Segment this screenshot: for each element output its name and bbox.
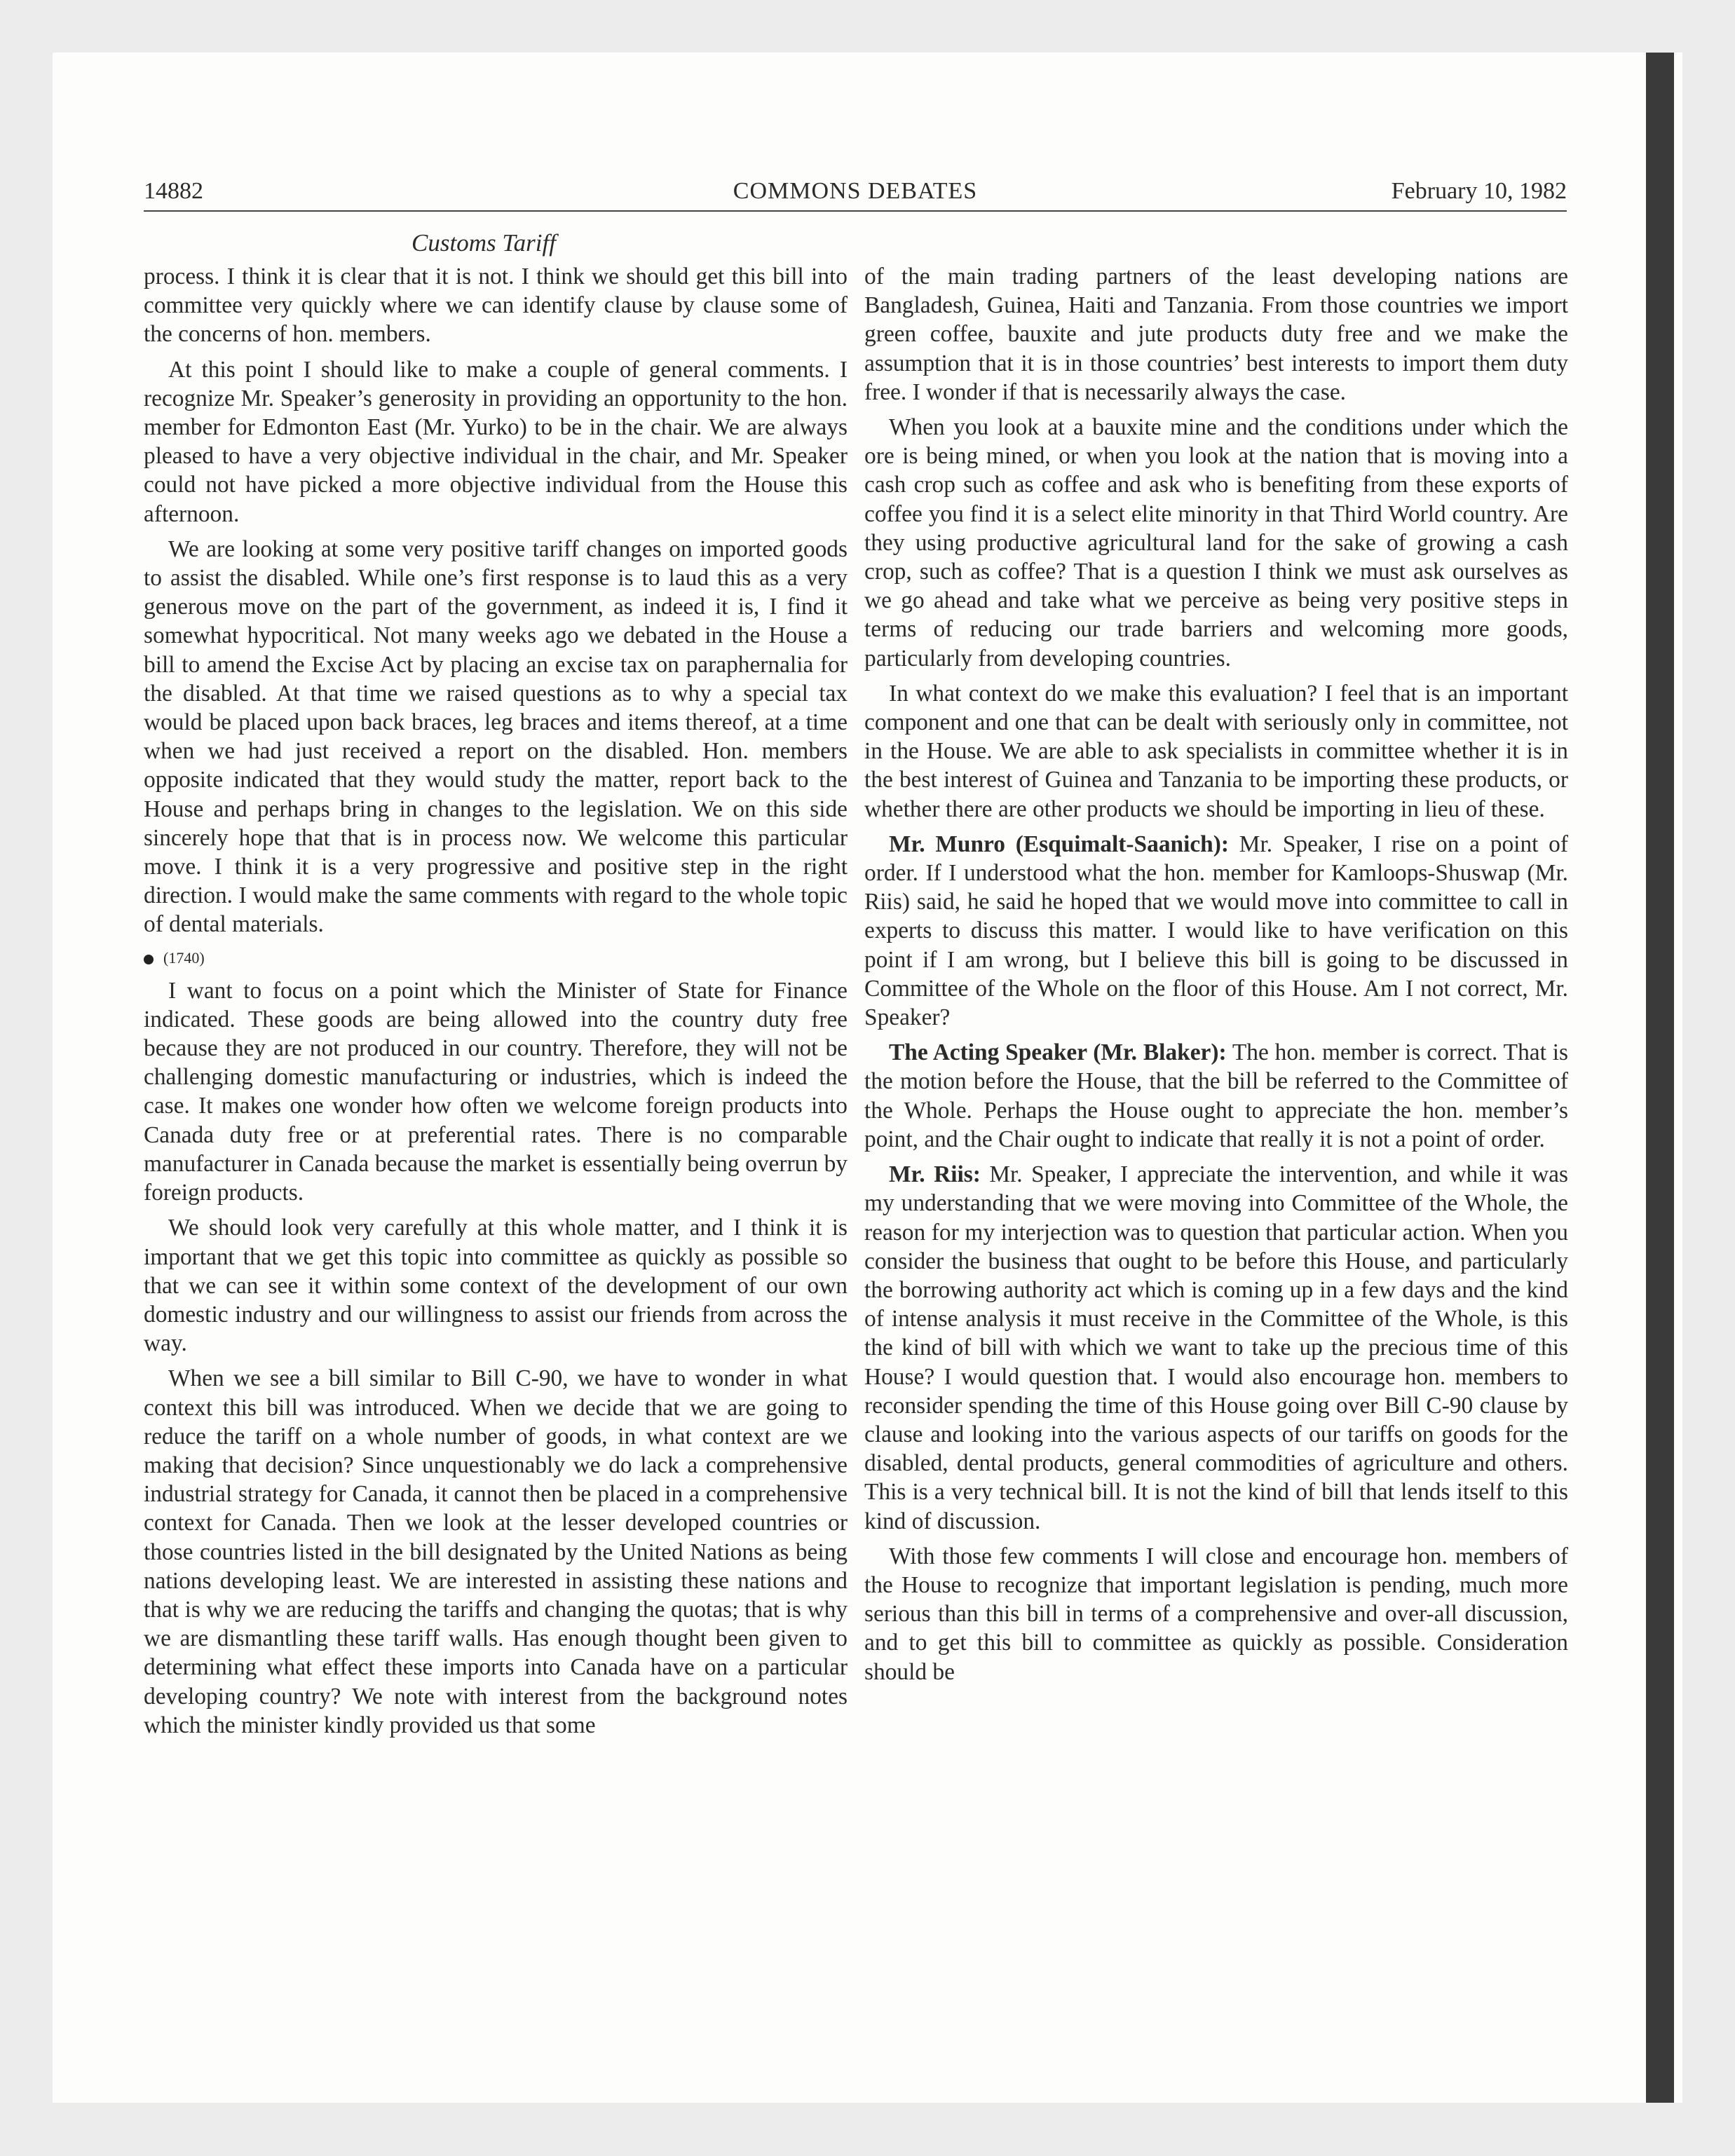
left-column — [144, 262, 848, 1746]
page-number: 14882 — [144, 178, 203, 204]
right-column — [864, 262, 1568, 1693]
paragraph: At this point I should like to make a couple of general comments. I recognize Mr. Speaker’s generosity in providing an opportunity to the hon. member for Edmonton East (Mr. Yurko) to be in the chair. We are always pleased to have a very objective individual in the chair, and Mr. Speaker could not have picked a more objective individual from the House this afternoon. — [144, 356, 848, 527]
paragraph: With those few comments I will close and encourage hon. members of the House to recognize that important legislation is pending, much more serious than this bill in terms of a comprehensive and over-all discussion, and to get this bill to committee as quickly as possible. Consideration should be — [864, 1543, 1568, 1685]
header-rule — [144, 210, 1567, 212]
paragraph: When we see a bill similar to Bill C-90, we have to wonder in what context this bill was introduced. When we decide that we are going to reduce the tariff on a whole number of goods, in what context are we making that decision? Since unquestionably we do lack a comprehensive industrial strategy for Canada, it cannot then be placed in a comprehensive context for Canada. Then we look at the lesser developed countries or those countries listed in the bill designated by the United Nations as being nations developing least. We are interested in assisting these nations and that is why we are reducing the tariffs and changing the quotas; that is why we are dismantling these tariff walls. Has enough thought been given to determining what effect these imports into Canada have on a particular developing country? We note with interest from the background notes which the minister kindly provided us that some — [144, 1365, 848, 1738]
time-marker — [144, 946, 848, 971]
paragraph: I want to focus on a point which the Minister of State for Finance indicated. These goods are being allowed into the country duty free because they are not produced in our country. Therefore, they will not be challenging domestic manufacturing or industries, which is indeed the case. It makes one wonder how often we welcome foreign products into Canada duty free or at preferential rates. There is no comparable manufacturer in Canada because the market is essentially being overrun by foreign products. — [144, 977, 848, 1206]
issue-date: February 10, 1982 — [1391, 178, 1567, 204]
speech-munro — [864, 830, 1568, 1032]
paragraph: process. I think it is clear that it is not. I think we should get this bill into committee very quickly where we can identify clause by clause some of the concerns of hon. members. — [144, 264, 848, 348]
paragraph: We are looking at some very positive tariff changes on imported goods to assist the disabled. While one’s first response is to laud this as a very generous move on the part of the government, as indeed it is, I find it somewhat hypocritical. Not many weeks ago we debated in the House a bill to amend the Excise Act by placing an excise tax on paraphernalia for the disabled. At that time we raised questions as to why a special tax would be placed upon back braces, leg braces and items thereof, at a time when we had just received a report on the disabled. Hon. members opposite indicated that they would study the matter, report back to the House and perhaps bring in changes to the legislation. We on this side sincerely hope that that is in process now. We welcome this particular move. I think it is a very progressive and positive step in the right direction. I would make the same comments with regard to the whole topic of dental materials. — [144, 535, 848, 938]
speech-text: Mr. Speaker, I rise on a point of order. If I understood what the hon. member for Kamloops-Shuswap (Mr. Riis) said, he said he hoped that we would move into committee to call in experts to discuss this matter. I would like to have verification on this point if I am wrong, but I believe this bill is going to be discussed in Committee of the Whole on the floor of this House. Am I not correct, Mr. Speaker? — [864, 831, 1568, 1031]
running-header — [144, 172, 1567, 211]
time-marker-label: (1740) — [163, 948, 205, 967]
paragraph: When you look at a bauxite mine and the conditions under which the ore is being mined, or when you look at the nation that is moving into a cash crop such as coffee and ask who is benefiting from these exports of coffee you find it is a select elite minority in that Third World country. Are they using productive agricultural land for the sake of growing a cash crop, such as coffee? That is a question I think we must ask ourselves as we go ahead and take what we perceive as being very positive steps in terms of reducing our trade barriers and welcoming more goods, particularly from developing countries. — [864, 414, 1568, 671]
speaker-name: The Acting Speaker (Mr. Blaker): — [889, 1039, 1227, 1066]
journal-title: COMMONS DEBATES — [733, 178, 978, 204]
scan-edge-shadow — [1646, 53, 1674, 2103]
speaker-name: Mr. Munro (Esquimalt-Saanich): — [889, 831, 1229, 857]
speech-text: Mr. Speaker, I appreciate the intervention, and while it was my understanding that we were moving into Committee of the Whole, the reason for my interjection was to question that particular action. When you consider the business that ought to be before this House, and particularly the borrowing authority act which is coming up in a few days and the kind of intense analysis it must receive in the Committee of the Whole, is this the kind of bill with which we want to take up the precious time of this House? I would question that. I would also encourage hon. members to reconsider spending the time of this House going over Bill C-90 clause by clause and looking into the various aspects of our tariffs on goods for the disabled, dental products, general commodities of agriculture and others. This is a very technical bill. It is not the kind of bill that lends itself to this kind of discussion. — [864, 1161, 1568, 1534]
speech-acting-speaker — [864, 1038, 1568, 1154]
paragraph: of the main trading partners of the least developing nations are Bangladesh, Guinea, Haiti and Tanzania. From those countries we import green coffee, bauxite and jute products duty free and we make the assumption that it is in those countries’ best interests to import them duty free. I wonder if that is necessarily always the case. — [864, 264, 1568, 405]
speech-riis — [864, 1160, 1568, 1536]
paragraph: In what context do we make this evaluation? I feel that is an important component and one that can be dealt with seriously only in committee, not in the House. We are able to ask specialists in committee whether it is in the best interest of Guinea and Tanzania to be importing these products, or whether there are other products we should be importing in lieu of these. — [864, 680, 1568, 822]
speech-text: The hon. member is correct. That is the motion before the House, that the bill be referred to the Committee of the Whole. Perhaps the House ought to appreciate the hon. member’s point, and the Chair ought to indicate that really it is not a point of order. — [864, 1039, 1569, 1152]
section-title: Customs Tariff — [411, 229, 556, 257]
bullet-icon — [144, 955, 154, 964]
paragraph: We should look very carefully at this whole matter, and I think it is important that we get this topic into committee as quickly as possible so that we can see it within some context of the development of our own domestic industry and our willingness to assist our friends from across the way. — [144, 1215, 848, 1357]
speaker-name: Mr. Riis: — [889, 1161, 981, 1188]
